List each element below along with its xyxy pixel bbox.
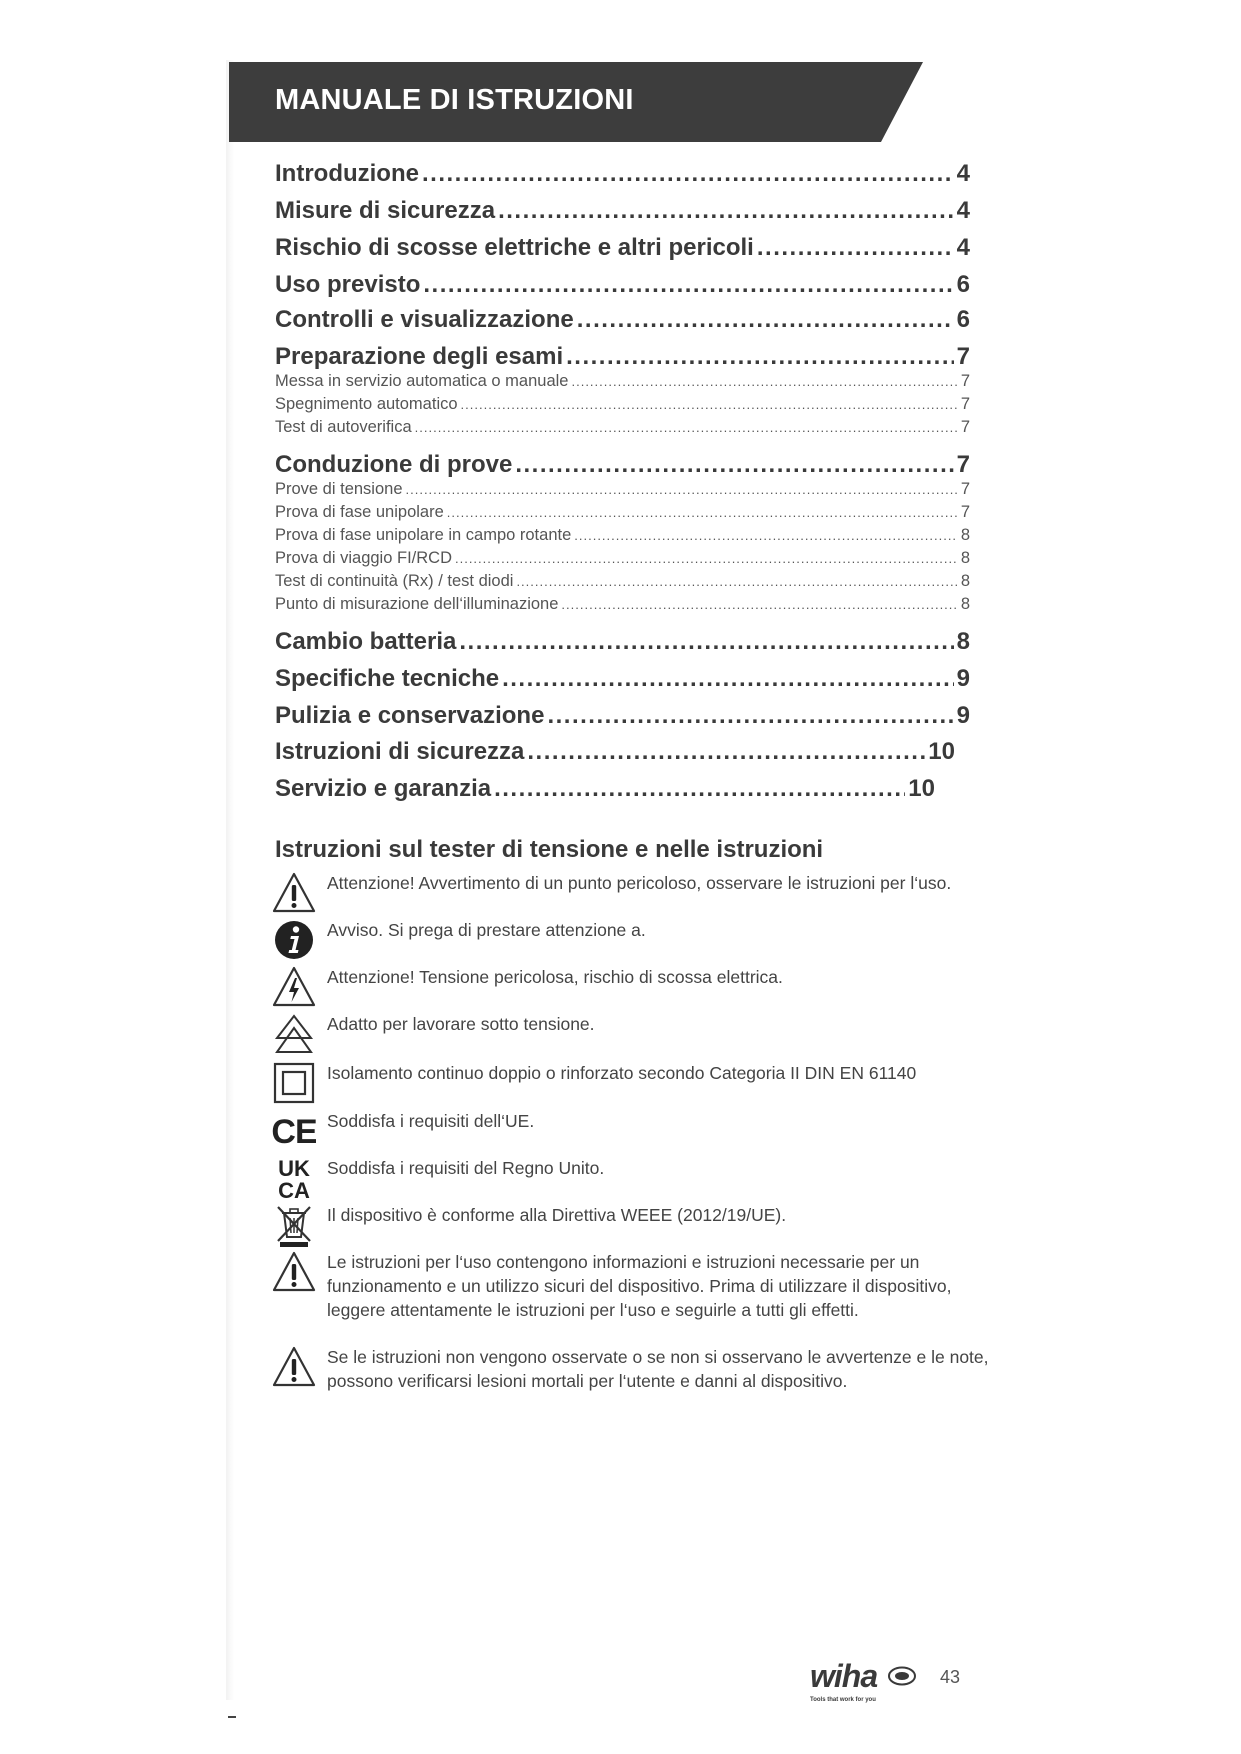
symbol-description: Adatto per lavorare sotto tensione. — [327, 1014, 595, 1034]
warning-exclamation-icon — [272, 1250, 316, 1294]
toc-entry-page: 8 — [960, 572, 970, 590]
symbols-section-title: Istruzioni sul tester di tensione e nelle istruzioni — [275, 836, 824, 863]
toc-entry-label: Pulizia e conservazione — [275, 702, 545, 729]
svg-text:CE: CE — [272, 1113, 316, 1151]
info-icon — [272, 918, 316, 962]
toc-entry-page: 4 — [956, 197, 970, 224]
toc-entry-page: 4 — [956, 234, 970, 261]
toc-entry-page: 7 — [960, 395, 970, 413]
toc-entry-page: 6 — [956, 271, 970, 298]
toc-entry — [275, 234, 970, 264]
toc-entry-page: 9 — [956, 702, 970, 729]
toc-dot-leader — [461, 397, 958, 412]
toc-entry-page: 7 — [956, 343, 970, 370]
manual-title: MANUALE DI ISTRUZIONI — [275, 84, 634, 116]
toc-entry-page: 8 — [960, 595, 970, 613]
toc-entry-label: Conduzione di prove — [275, 451, 513, 478]
toc-entry-label: Test di continuità (Rx) / test diodi — [275, 572, 514, 590]
toc-entry — [275, 197, 970, 227]
warning-exclamation-icon — [272, 871, 316, 915]
warning-exclamation-icon — [272, 1345, 316, 1389]
toc-dot-leader — [498, 197, 954, 225]
toc-entry — [275, 775, 935, 805]
toc-entry-label: Preparazione degli esami — [275, 343, 564, 370]
toc-dot-leader — [447, 505, 958, 520]
symbol-description: Attenzione! Tensione pericolosa, rischio di scossa elettrica. — [327, 967, 783, 987]
toc-entry-label: Rischio di scosse elettriche e altri pericoli — [275, 234, 754, 261]
toc-entry-label: Servizio e garanzia — [275, 775, 492, 802]
toc-dot-leader — [494, 775, 905, 803]
toc-subentry — [275, 572, 970, 594]
toc-entry-label: Prova di fase unipolare in campo rotante — [275, 526, 572, 544]
toc-entry-label: Punto di misurazione dell‘illuminazione — [275, 595, 559, 613]
live-working-icon — [272, 1012, 316, 1056]
toc-dot-leader — [459, 628, 953, 656]
toc-dot-leader — [566, 343, 954, 371]
symbol-description: Soddisfa i requisiti dell‘UE. — [327, 1111, 535, 1131]
symbol-description: Isolamento continuo doppio o rinforzato secondo Categoria II DIN EN 61140 — [327, 1063, 917, 1083]
toc-dot-leader — [547, 702, 953, 730]
svg-text:UK: UK — [278, 1156, 310, 1181]
toc-entry-label: Prove di tensione — [275, 480, 403, 498]
toc-subentry — [275, 503, 970, 525]
toc-entry-page: 10 — [928, 738, 955, 765]
toc-dot-leader — [422, 160, 954, 188]
toc-entry-label: Prova di fase unipolare — [275, 503, 444, 521]
toc-subentry — [275, 549, 970, 571]
toc-entry-page: 7 — [960, 480, 970, 498]
toc-entry-page: 7 — [956, 451, 970, 478]
toc-entry-label: Uso previsto — [275, 271, 421, 298]
toc-dot-leader — [516, 574, 957, 589]
toc-entry-label: Spegnimento automatico — [275, 395, 458, 413]
toc-entry-page: 10 — [908, 775, 935, 802]
toc-entry-page: 8 — [960, 549, 970, 567]
toc-entry — [275, 343, 970, 373]
toc-entry-page: 7 — [960, 372, 970, 390]
symbol-description: Soddisfa i requisiti del Regno Unito. — [327, 1158, 605, 1178]
symbol-description: Il dispositivo è conforme alla Direttiva WEEE (2012/19/UE). — [327, 1205, 787, 1225]
svg-text:CA: CA — [278, 1178, 310, 1200]
toc-dot-leader — [515, 451, 953, 479]
toc-dot-leader — [574, 528, 958, 543]
svg-text:Tools that work for you: Tools that work for you — [810, 1697, 876, 1703]
toc-dot-leader — [577, 306, 954, 334]
toc-subentry — [275, 595, 970, 617]
toc-dot-leader — [406, 482, 958, 497]
toc-entry-page: 8 — [956, 628, 970, 655]
ukca-mark-icon — [272, 1156, 316, 1200]
toc-entry — [275, 160, 970, 190]
toc-subentry — [275, 395, 970, 417]
toc-subentry — [275, 480, 970, 502]
toc-entry-page: 4 — [956, 160, 970, 187]
toc-entry — [275, 702, 970, 732]
toc-entry-page: 7 — [960, 503, 970, 521]
toc-entry-label: Introduzione — [275, 160, 419, 187]
symbol-description: Avviso. Si prega di prestare attenzione a. — [327, 920, 646, 940]
toc-entry-label: Test di autoverifica — [275, 418, 412, 436]
toc-entry-label: Specifiche tecniche — [275, 665, 500, 692]
toc-entry — [275, 738, 955, 768]
toc-entry — [275, 628, 970, 658]
toc-dot-leader — [757, 234, 954, 262]
toc-entry-label: Istruzioni di sicurezza — [275, 738, 525, 765]
toc-subentry — [275, 372, 970, 394]
toc-entry-page: 9 — [956, 665, 970, 692]
high-voltage-icon — [272, 965, 316, 1009]
wiha-logo — [810, 1657, 920, 1705]
svg-text:wiha: wiha — [810, 1658, 878, 1694]
toc-dot-leader — [571, 374, 957, 389]
toc-entry — [275, 271, 970, 301]
toc-dot-leader — [527, 738, 925, 766]
toc-dot-leader — [423, 271, 953, 299]
toc-entry-label: Misure di sicurezza — [275, 197, 496, 224]
toc-dot-leader — [561, 597, 957, 612]
toc-entry-label: Messa in servizio automatica o manuale — [275, 372, 569, 390]
toc-entry-label: Prova di viaggio FI/RCD — [275, 549, 452, 567]
toc-entry-page: 8 — [960, 526, 970, 544]
manual-header-banner — [229, 62, 923, 142]
toc-entry — [275, 665, 970, 695]
toc-entry — [275, 451, 970, 481]
toc-subentry — [275, 526, 970, 548]
symbol-description: Attenzione! Avvertimento di un punto pericoloso, osservare le istruzioni per l‘uso. — [327, 873, 952, 893]
toc-entry-page: 7 — [960, 418, 970, 436]
double-insulation-icon — [272, 1061, 316, 1105]
toc-entry-label: Controlli e visualizzazione — [275, 306, 574, 333]
weee-bin-icon — [272, 1203, 316, 1247]
ce-mark-icon — [272, 1109, 316, 1153]
toc-dot-leader — [415, 420, 958, 435]
toc-subentry — [275, 418, 970, 440]
toc-entry-label: Cambio batteria — [275, 628, 457, 655]
symbol-description: Se le istruzioni non vengono osservate o se non si osservano le avvertenze e le note, possono verificarsi lesioni mortali per l‘utente e danni al dispositivo. — [327, 1347, 989, 1391]
toc-entry-page: 6 — [956, 306, 970, 333]
page-binding-shadow — [226, 60, 234, 1700]
toc-entry — [275, 306, 970, 336]
symbol-description: Le istruzioni per l‘uso contengono informazioni e istruzioni necessarie per un funzionamento e un utilizzo sicuri del dispositivo. Prima di utilizzare il dispositivo, leggere attentamente le istruzioni per l‘uso e seguirle a tutti gli effetti. — [327, 1252, 952, 1320]
corner-mark — [228, 1716, 236, 1718]
toc-dot-leader — [502, 665, 954, 693]
page-number: 43 — [940, 1667, 961, 1687]
toc-dot-leader — [455, 551, 958, 566]
